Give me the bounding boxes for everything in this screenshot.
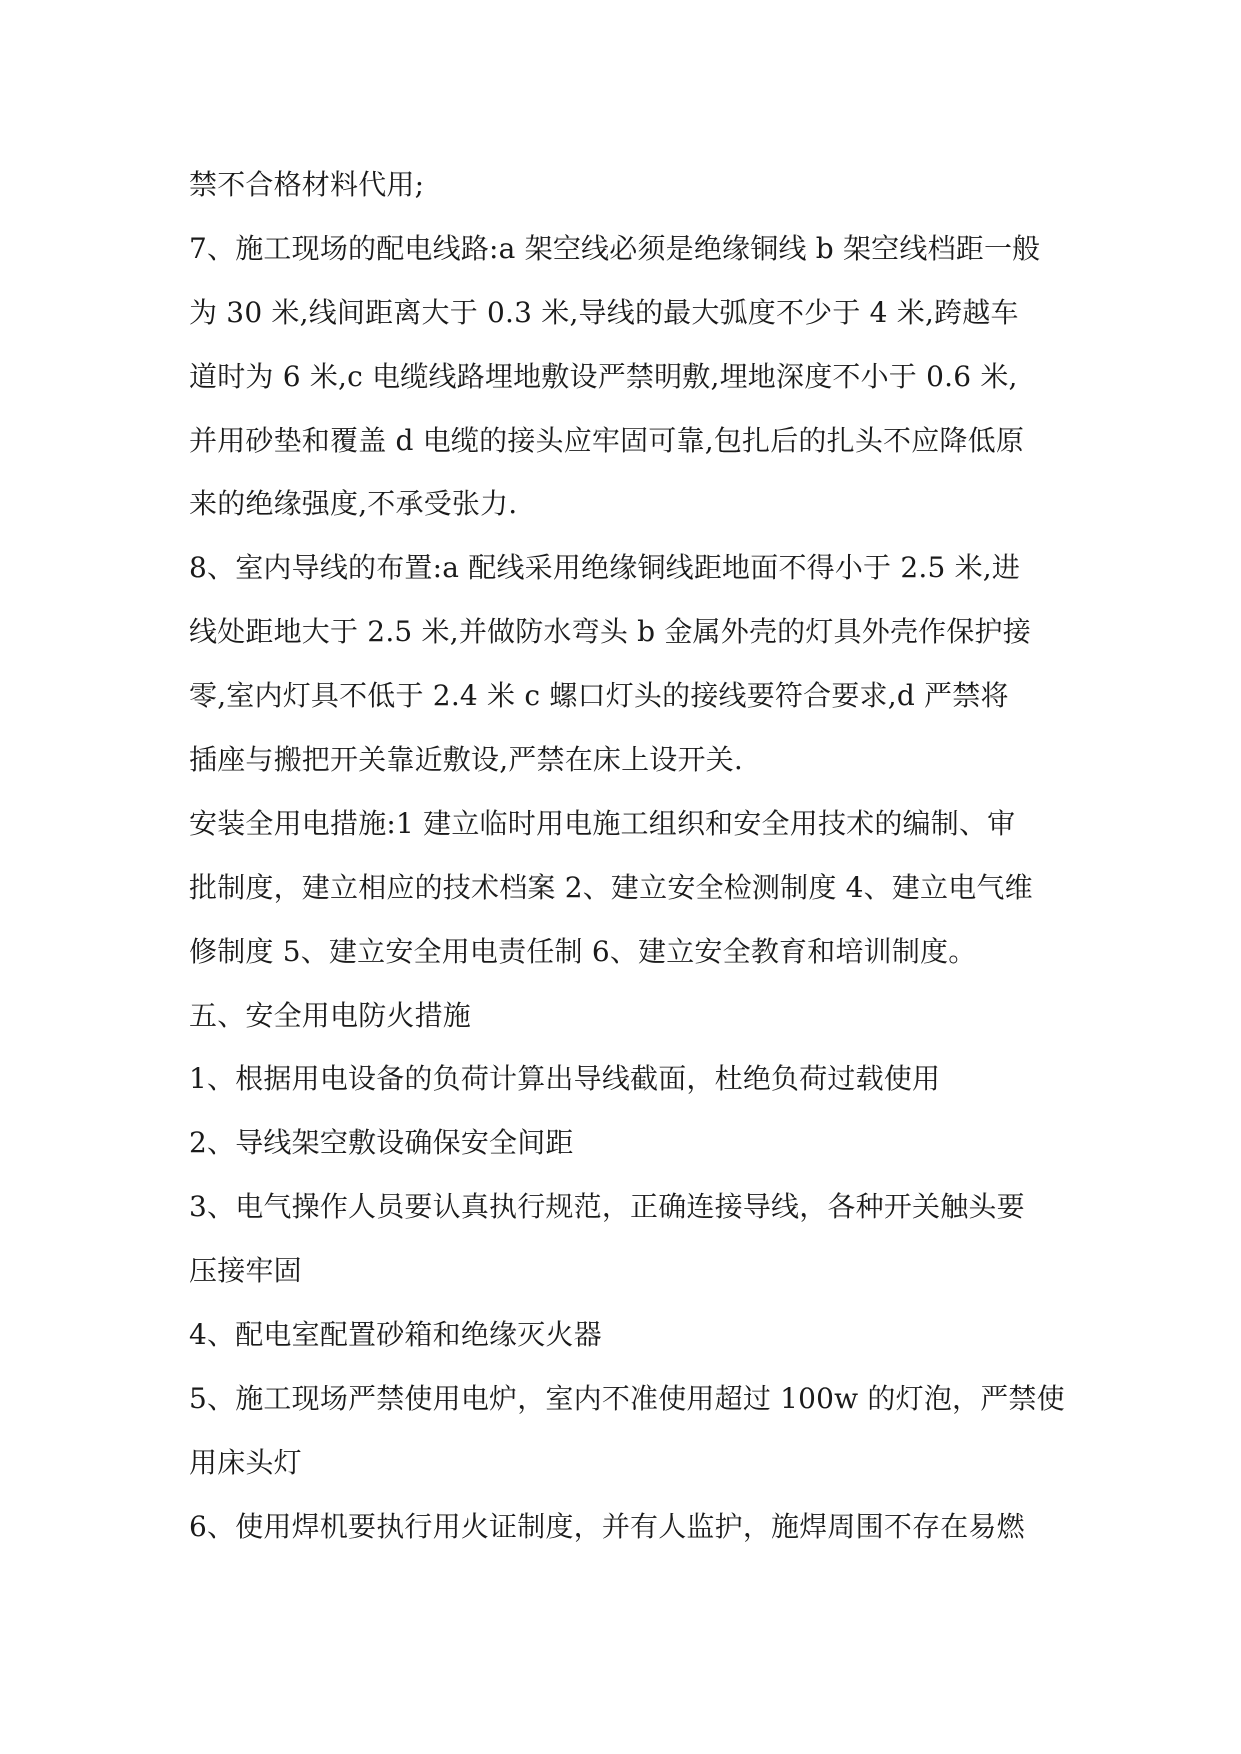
text-line: 插座与搬把开关靠近敷设,严禁在床上设开关. [189, 743, 744, 777]
section-heading: 五、安全用电防火措施 [189, 998, 472, 1032]
text-line: 5、施工现场严禁使用电炉，室内不准使用超过 100w 的灯泡，严禁使 [189, 1381, 1065, 1415]
text-line: 来的绝缘强度,不承受张力. [189, 487, 518, 521]
text-line: 修制度 5、建立安全用电责任制 6、建立安全教育和培训制度。 [189, 934, 977, 968]
text-line: 禁不合格材料代用; [189, 168, 425, 201]
text-line: 4、配电室配置砂箱和绝缘灭火器 [189, 1318, 602, 1352]
text-line: 压接牢固 [189, 1254, 302, 1288]
text-line: 线处距地大于 2.5 米,并做防水弯头 b 金属外壳的灯具外壳作保护接 [189, 615, 1031, 649]
text-line: 8、室内导线的布置:a 配线采用绝缘铜线距地面不得小于 2.5 米,进 [189, 551, 1021, 585]
text-line: 2、导线架空敷设确保安全间距 [189, 1126, 574, 1160]
text-line: 安装全用电措施:1 建立临时用电施工组织和安全用技术的编制、审 [189, 806, 1016, 840]
text-line: 用床头灯 [189, 1445, 302, 1479]
text-line: 7、施工现场的配电线路:a 架空线必须是绝缘铜线 b 架空线档距一般 [189, 231, 1041, 265]
text-line: 3、电气操作人员要认真执行规范，正确连接导线，各种开关触头要 [189, 1190, 1025, 1224]
text-line: 1、根据用电设备的负荷计算出导线截面，杜绝负荷过载使用 [189, 1062, 941, 1096]
text-line: 道时为 6 米,c 电缆线路埋地敷设严禁明敷,埋地深度不小于 0.6 米, [189, 359, 1018, 393]
text-line: 6、使用焊机要执行用火证制度，并有人监护，施焊周围不存在易燃 [189, 1509, 1025, 1543]
text-line: 零,室内灯具不低于 2.4 米 c 螺口灯头的接线要符合要求,d 严禁将 [189, 679, 1009, 713]
document-body [189, 153, 1069, 1559]
text-line: 为 30 米,线间距离大于 0.3 米,导线的最大弧度不少于 4 米,跨越车 [189, 295, 1019, 329]
text-line: 批制度，建立相应的技术档案 2、建立安全检测制度 4、建立电气维 [189, 870, 1033, 904]
text-line: 并用砂垫和覆盖 d 电缆的接头应牢固可靠,包扎后的扎头不应降低原 [189, 423, 1025, 457]
